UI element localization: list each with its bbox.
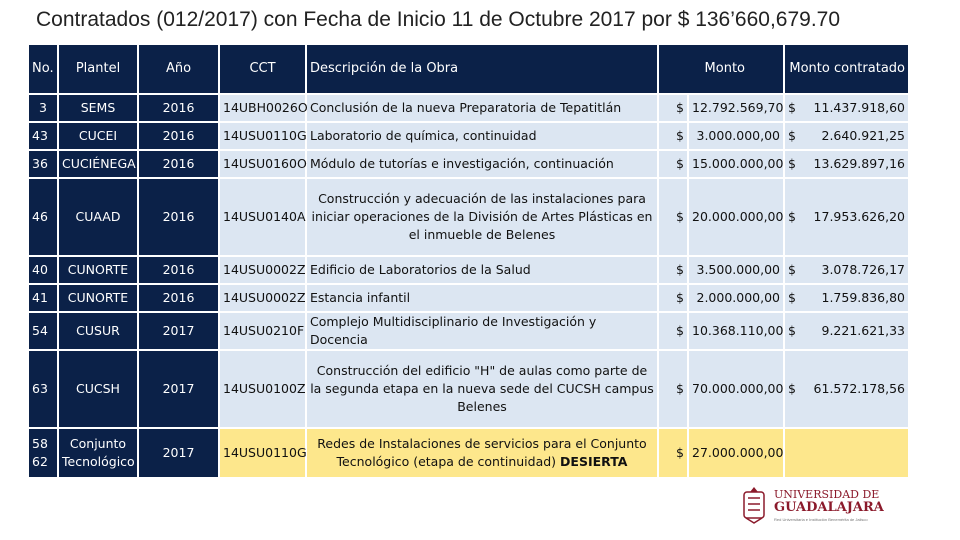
cell-descripcion-text: Redes de Instalaciones de servicios para el Conjunto Tecnológico (etapa de continuidad) bbox=[317, 436, 647, 469]
cell-contratado-empty bbox=[784, 428, 909, 478]
cell-cct: 14USU0002Z bbox=[219, 284, 306, 312]
table-header-row bbox=[28, 44, 909, 94]
cell-anio: 2016 bbox=[138, 178, 219, 256]
cell-descripcion: Estancia infantil bbox=[306, 284, 658, 312]
cell-contratado-sign: $ bbox=[788, 209, 796, 224]
cell-anio: 2016 bbox=[138, 284, 219, 312]
cell-monto-sign: $ bbox=[658, 150, 688, 178]
cell-contratado-value: 13.629.897,16 bbox=[813, 156, 905, 171]
cell-anio: 2017 bbox=[138, 428, 219, 478]
cell-contratado bbox=[784, 150, 909, 178]
table-row-desierta bbox=[28, 428, 909, 478]
cell-contratado-sign: $ bbox=[788, 290, 796, 305]
header-plantel: Plantel bbox=[58, 44, 138, 94]
table-row bbox=[28, 312, 909, 350]
cell-no: 63 bbox=[28, 350, 58, 428]
cell-descripcion: Construcción y adecuación de las instalaciones para iniciar operaciones de la División de Artes Plásticas en el inmueble de Belenes bbox=[306, 178, 658, 256]
cell-contratado-value: 17.953.626,20 bbox=[813, 209, 905, 224]
table-row bbox=[28, 284, 909, 312]
cell-anio: 2016 bbox=[138, 122, 219, 150]
cell-anio: 2016 bbox=[138, 256, 219, 284]
cell-no: 43 bbox=[28, 122, 58, 150]
cell-contratado-sign: $ bbox=[788, 100, 796, 115]
cell-monto: 3.000.000,00 bbox=[688, 122, 784, 150]
cell-cct: 14USU0100Z bbox=[219, 350, 306, 428]
cell-plantel: CUCSH bbox=[58, 350, 138, 428]
cell-descripcion bbox=[306, 428, 658, 478]
logo-line-1: UNIVERSIDAD DE bbox=[774, 488, 880, 501]
cell-monto-sign: $ bbox=[658, 122, 688, 150]
cell-anio: 2017 bbox=[138, 350, 219, 428]
header-monto-contratado: Monto contratado bbox=[784, 44, 909, 94]
cell-plantel: CUCEI bbox=[58, 122, 138, 150]
cell-contratado bbox=[784, 178, 909, 256]
university-logo bbox=[740, 486, 900, 530]
logo-line-2: GUADALAJARA bbox=[774, 500, 884, 515]
cell-no: 41 bbox=[28, 284, 58, 312]
cell-anio: 2016 bbox=[138, 150, 219, 178]
cell-contratado-value: 1.759.836,80 bbox=[821, 290, 905, 305]
cell-monto: 70.000.000,00 bbox=[688, 350, 784, 428]
cell-cct: 14UBH0026O bbox=[219, 94, 306, 122]
page-title: Contratados (012/2017) con Fecha de Inicio 11 de Octubre 2017 por $ 136’660,679.70 bbox=[36, 8, 841, 31]
cell-monto: 10.368.110,00 bbox=[688, 312, 784, 350]
cell-monto-sign: $ bbox=[658, 284, 688, 312]
cell-cct: 14USU0160O bbox=[219, 150, 306, 178]
cell-descripcion-status: DESIERTA bbox=[560, 454, 628, 469]
cell-plantel: CUSUR bbox=[58, 312, 138, 350]
table-row bbox=[28, 178, 909, 256]
cell-descripcion: Complejo Multidisciplinario de Investigación y Docencia bbox=[306, 312, 658, 350]
cell-cct: 14USU0110G bbox=[219, 122, 306, 150]
cell-contratado bbox=[784, 122, 909, 150]
cell-descripcion: Edificio de Laboratorios de la Salud bbox=[306, 256, 658, 284]
cell-cct: 14USU0140A bbox=[219, 178, 306, 256]
cell-monto: 3.500.000,00 bbox=[688, 256, 784, 284]
table-row bbox=[28, 122, 909, 150]
cell-descripcion: Construcción del edificio "H" de aulas como parte de la segunda etapa en la nueva sede del CUCSH campus Belenes bbox=[306, 350, 658, 428]
cell-no: 3 bbox=[28, 94, 58, 122]
table-row bbox=[28, 350, 909, 428]
cell-plantel-1: Conjunto bbox=[69, 436, 127, 451]
cell-contratado-sign: $ bbox=[788, 156, 796, 171]
cell-no: 36 bbox=[28, 150, 58, 178]
cell-monto-sign: $ bbox=[658, 428, 688, 478]
cell-monto: 2.000.000,00 bbox=[688, 284, 784, 312]
seal-icon bbox=[740, 486, 768, 524]
cell-contratado bbox=[784, 312, 909, 350]
cell-monto-sign: $ bbox=[658, 350, 688, 428]
cell-plantel: CUCIÉNEGA bbox=[58, 150, 138, 178]
cell-no: 40 bbox=[28, 256, 58, 284]
cell-contratado-value: 61.572.178,56 bbox=[813, 381, 905, 396]
cell-no bbox=[28, 428, 58, 478]
cell-contratado-sign: $ bbox=[788, 262, 796, 277]
cell-monto-sign: $ bbox=[658, 256, 688, 284]
cell-monto: 27.000.000,00 bbox=[688, 428, 784, 478]
cell-contratado bbox=[784, 284, 909, 312]
cell-contratado-value: 2.640.921,25 bbox=[821, 128, 905, 143]
cell-cct: 14USU0110G bbox=[219, 428, 306, 478]
cell-plantel: CUNORTE bbox=[58, 256, 138, 284]
header-monto: Monto bbox=[658, 44, 784, 94]
cell-contratado-sign: $ bbox=[788, 323, 796, 338]
cell-cct: 14USU0210F bbox=[219, 312, 306, 350]
logo-line-3: Red Universitaria e Institución Benemérita de Jalisco bbox=[774, 517, 868, 522]
cell-descripcion: Conclusión de la nueva Preparatoria de Tepatitlán bbox=[306, 94, 658, 122]
header-anio: Año bbox=[138, 44, 219, 94]
cell-contratado-sign: $ bbox=[788, 381, 796, 396]
cell-monto-sign: $ bbox=[658, 312, 688, 350]
cell-plantel: CUAAD bbox=[58, 178, 138, 256]
cell-descripcion: Laboratorio de química, continuidad bbox=[306, 122, 658, 150]
cell-no-2: 62 bbox=[32, 454, 48, 469]
cell-plantel: SEMS bbox=[58, 94, 138, 122]
cell-descripcion: Módulo de tutorías e investigación, continuación bbox=[306, 150, 658, 178]
cell-plantel bbox=[58, 428, 138, 478]
cell-no-1: 58 bbox=[32, 436, 48, 451]
table-row bbox=[28, 94, 909, 122]
cell-monto: 15.000.000,00 bbox=[688, 150, 784, 178]
cell-monto-sign: $ bbox=[658, 178, 688, 256]
cell-contratado-value: 11.437.918,60 bbox=[813, 100, 905, 115]
cell-anio: 2016 bbox=[138, 94, 219, 122]
cell-no: 46 bbox=[28, 178, 58, 256]
table-row bbox=[28, 256, 909, 284]
table-row bbox=[28, 150, 909, 178]
cell-contratado-value: 3.078.726,17 bbox=[821, 262, 905, 277]
cell-contratado-sign: $ bbox=[788, 128, 796, 143]
header-cct: CCT bbox=[219, 44, 306, 94]
header-no: No. bbox=[28, 44, 58, 94]
cell-contratado bbox=[784, 350, 909, 428]
cell-monto-sign: $ bbox=[658, 94, 688, 122]
cell-contratado bbox=[784, 256, 909, 284]
cell-cct: 14USU0002Z bbox=[219, 256, 306, 284]
cell-contratado-value: 9.221.621,33 bbox=[821, 323, 905, 338]
cell-no: 54 bbox=[28, 312, 58, 350]
cell-monto: 12.792.569,70 bbox=[688, 94, 784, 122]
cell-monto: 20.000.000,00 bbox=[688, 178, 784, 256]
cell-anio: 2017 bbox=[138, 312, 219, 350]
contracts-table bbox=[27, 43, 910, 479]
header-descripcion: Descripción de la Obra bbox=[306, 44, 658, 94]
cell-contratado bbox=[784, 94, 909, 122]
cell-plantel-2: Tecnológico bbox=[62, 454, 135, 469]
cell-plantel: CUNORTE bbox=[58, 284, 138, 312]
